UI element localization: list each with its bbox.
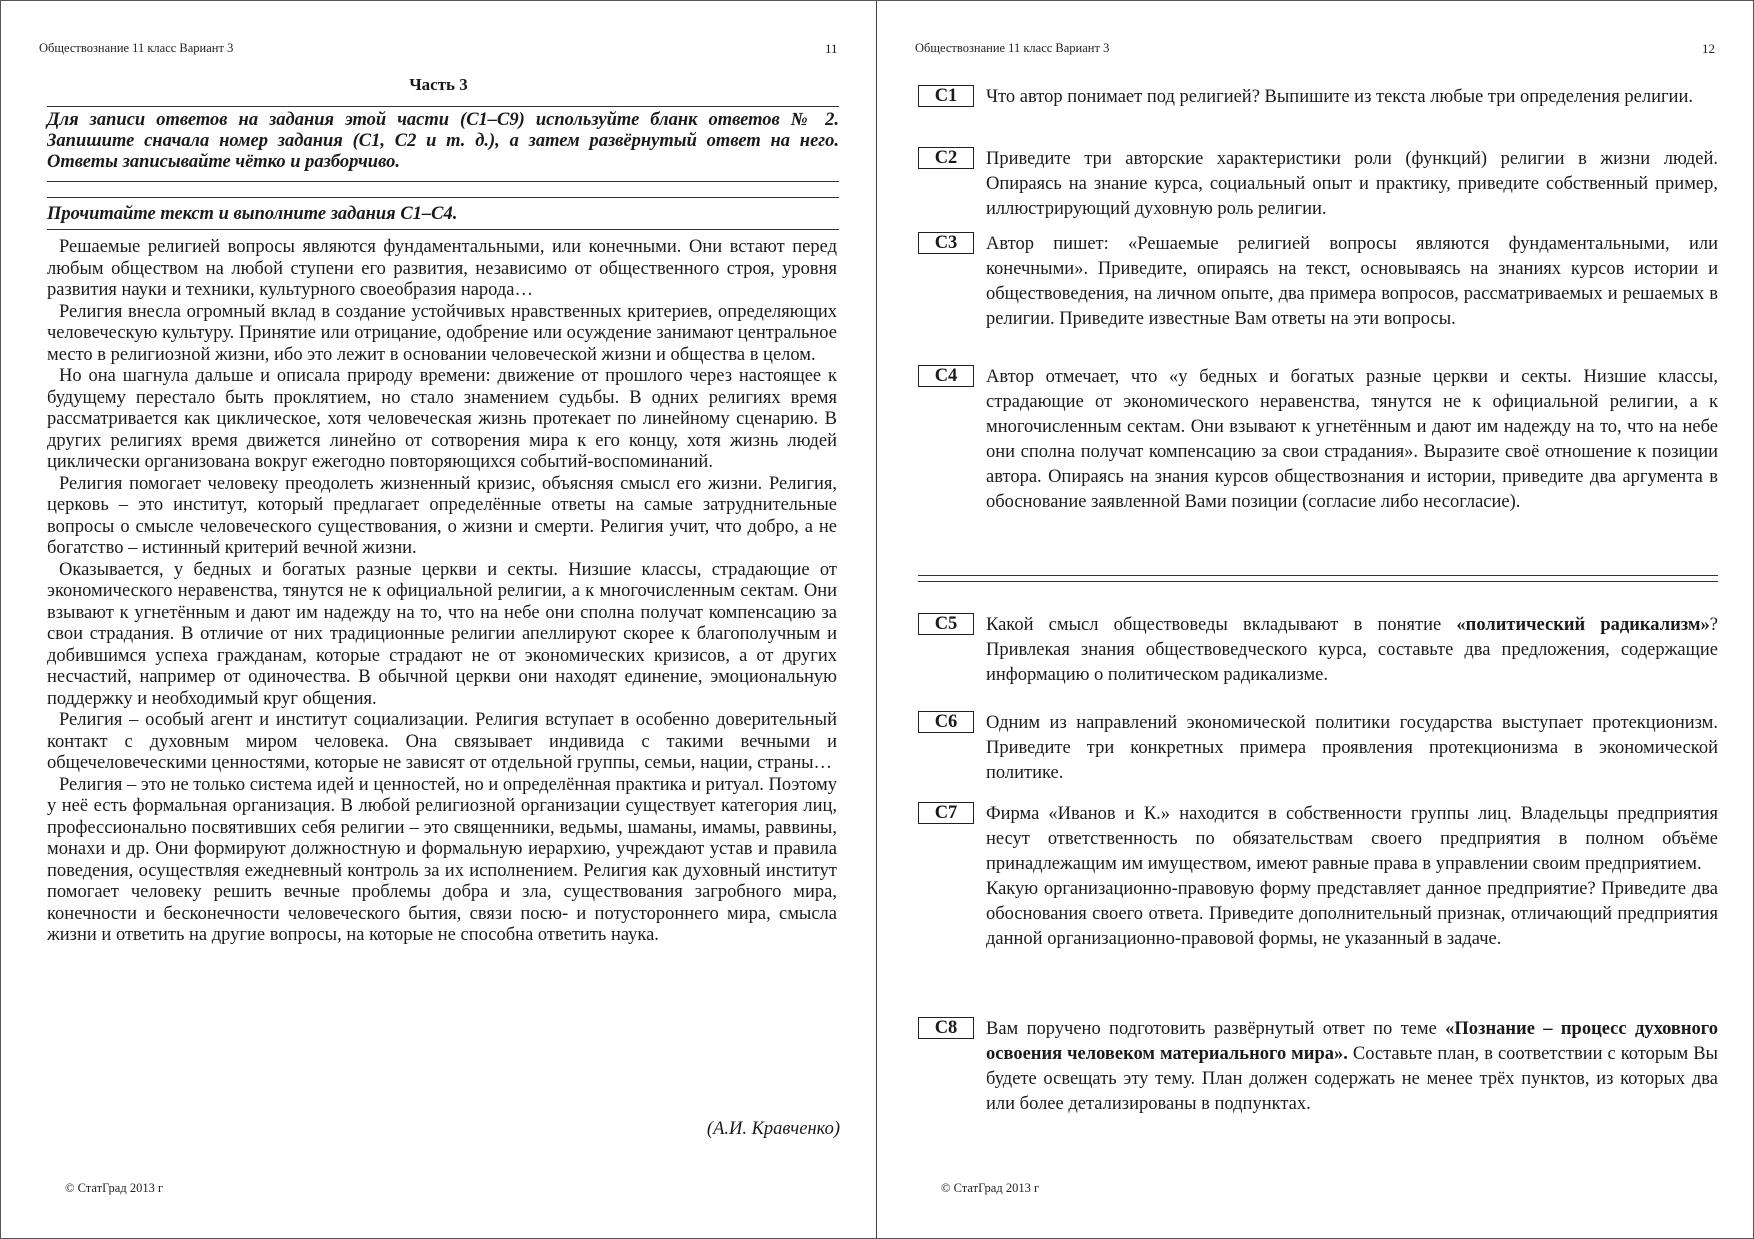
task-label: C4 — [918, 365, 974, 387]
task-c6 — [918, 711, 1718, 786]
running-head-right: Обществознание 11 класс Вариант 3 — [915, 41, 1110, 55]
task-label: C7 — [918, 802, 974, 824]
task-text — [986, 613, 1718, 688]
task-text-before: Вам поручено подготовить развёрнутый ответ по теме — [986, 1019, 1446, 1039]
footer-right: © СтатГрад 2013 г — [941, 1181, 1040, 1195]
task-text: Фирма «Иванов и К.» находится в собственности группы лиц. Владельцы предприятия несут ответственность по обязательствам своего предприятия в полном объёме принадлежащим им имуществом, имеют равные права в управлении своим предприятием. — [986, 804, 1718, 874]
rule-middle-2 — [47, 197, 839, 198]
task-label: C3 — [918, 232, 974, 254]
rule-middle — [47, 181, 839, 182]
task-label: C6 — [918, 711, 974, 733]
paragraph: Но она шагнула дальше и описала природу времени: движение от прошлого через настоящее к будущему перестало быть проклятием, но стало знамением судьбы. В одних религиях время рассматривается как циклическое, хотя человеческая жизнь протекает по линейному сценарию. В других религиях время движется линейно от сотворения мира к его концу, хотя жизнь людей циклически организована вокруг ежегодно повторяющихся событий-воспоминаний. — [47, 366, 837, 472]
task-c8 — [918, 1017, 1718, 1117]
left-page — [1, 1, 877, 1238]
task-text: Автор отмечает, что «у бедных и богатых разные церкви и секты. Низшие классы, страдающие от экономического неравенства, тянутся не к официальной религии, а к многочисленным сектам. Они взывают к угнетённым и дают им надежду на то, что на небе они сполна получат компенсацию за свои страдания». Выразите своё отношение к позиции автора. Опираясь на знания курсов обществознания и истории, приведите два аргумента в обоснование заявленной Вами позиции (согласие либо несогласие). — [986, 367, 1718, 512]
rule-top — [47, 106, 839, 107]
read-instruction: Прочитайте текст и выполните задания С1–С4. — [47, 204, 458, 224]
paragraph: Религия – это не только система идей и ценностей, но и определённая практика и ритуал. Поэтому у неё есть формальная организация. В любой религиозной организации существует категория лиц, профессионально посвятивших себя религии – это священники, ведьмы, шаманы, имамы, раввины, монахи и др. Они формируют должностную и формальную иерархию, учреждают устав и правила поведения, осуществляя ежедневный контроль за их исполнением. Религия как духовный институт помогает человеку решить вечные проблемы добра и зла, существования загробного мира, конечности и бесконечности человеческого бытия, связи посю- и потустороннего мира, смысла жизни и ответить на другие вопросы, на которые не способна ответить наука. — [47, 774, 837, 945]
main-text — [47, 237, 837, 947]
rule-bottom — [47, 229, 839, 230]
part-title: Часть 3 — [409, 75, 468, 94]
task-label: C1 — [918, 85, 974, 107]
task-c4 — [918, 365, 1718, 515]
task-text: Автор пишет: «Решаемые религией вопросы являются фундаментальными, или конечными». Приведите, опираясь на текст, основываясь на знаниях курсов истории и обществоведения, на личном опыте, два примера вопросов, рассматриваемых и решаемых в религии. Приведите известные Вам ответы на эти вопросы. — [986, 234, 1718, 329]
paragraph: Решаемые религией вопросы являются фундаментальными, или конечными. Они встают перед любым обществом на любой ступени его развития, независимо от общественного строя, уровня развития науки и техники, культурного своеобразия народа… — [47, 237, 837, 300]
task-text-after: Составьте план, в соответствии с которым Вы будете освещать эту тему. План должен содержать не менее трёх пунктов, из которых два или более детализированы в подпунктах. — [986, 1044, 1718, 1114]
task-label: C5 — [918, 613, 974, 635]
page-number-left: 11 — [825, 41, 838, 56]
task-text: Приведите три авторские характеристики роли (функций) религии в жизни людей. Опираясь на знание курса, социальный опыт и практику, приведите собственный пример, иллюстрирующий духовную роль религии. — [986, 149, 1718, 219]
task-c2 — [918, 147, 1718, 222]
paragraph: Религия помогает человеку преодолеть жизненный кризис, объясняя смысл его жизни. Религия, церковь – это институт, который предлагает определённые ответы на самые затруднительные вопросы о смысле человеческого существования, о жизни и смерти. Религия учит, что добро, а не богатство – истинный критерий вечной жизни. — [47, 473, 837, 558]
paragraph: Религия – особый агент и институт социализации. Религия вступает в особенно доверительный контакт с духовным миром человека. Она связывает индивида с такими вечными и общечеловеческими ценностями, которые не зависят от отдельной группы, семьи, нации, страны… — [47, 710, 837, 773]
page-number-right: 12 — [1702, 41, 1715, 56]
author-attribution: (А.И. Кравченко) — [706, 1119, 840, 1139]
running-head-left: Обществознание 11 класс Вариант 3 — [39, 41, 234, 55]
section-divider — [918, 575, 1718, 576]
right-page — [878, 1, 1754, 1238]
task-text-2: Какую организационно-правовую форму представляет данное предприятие? Приведите два обоснования своего ответа. Приведите дополнительный признак, отличающий предприятия данной организационно-правовой формы, не указанный в задаче. — [986, 879, 1718, 949]
task-text: Что автор понимает под религией? Выпишите из текста любые три определения религии. — [986, 87, 1693, 107]
task-text-bold: «политический радикализм» — [1456, 615, 1710, 635]
paragraph: Религия внесла огромный вклад в создание устойчивых нравственных критериев, определяющих человеческую культуру. Принятие или отрицание, одобрение или осуждение занимают центральное место в религиозной жизни, ибо это лежит в основании человеческой жизни и общества в целом. — [47, 301, 837, 365]
task-c3 — [918, 232, 1718, 332]
task-label: C2 — [918, 147, 974, 169]
task-c1 — [918, 85, 1718, 110]
instructions: Для записи ответов на задания этой части (С1–С9) используйте бланк ответов № 2. Запишите сначала номер задания (С1, С2 и т. д.), а затем развёрнутый ответ на него. Ответы записывайте чётко и разборчиво. — [47, 110, 839, 172]
section-divider-2 — [918, 581, 1718, 582]
task-text-bold: «Познание – процесс духовного освоения человеком материального мира». — [986, 1019, 1718, 1064]
task-c5 — [918, 613, 1718, 688]
task-text-before: Какой смысл обществоведы вкладывают в понятие — [986, 615, 1457, 635]
paragraph: Оказывается, у бедных и богатых разные церкви и секты. Низшие классы, страдающие от экономического неравенства, тянутся не к официальной религии, а к многочисленным сектам. Они взывают к угнетённым и дают им надежду на то, что на небе они сполна получат компенсацию за свои страдания. В отличие от них традиционные религии апеллируют скорее к благополучным и добившимся успеха гражданам, которые страдают не от экономических кризисов, а от других несчастий, например от одиночества. В обычной церкви они находят единение, эмоциональную поддержку и необходимый круг общения. — [47, 559, 837, 709]
task-text — [986, 1017, 1718, 1117]
footer-left: © СтатГрад 2013 г — [65, 1181, 164, 1195]
task-text-after: ? Привлекая знания обществоведческого курса, составьте два предложения, содержащие информацию о политическом радикализме. — [986, 615, 1718, 685]
task-label: C8 — [918, 1017, 974, 1039]
task-text: Одним из направлений экономической политики государства выступает протекционизм. Приведите три конкретных примера проявления протекционизма в экономической политике. — [986, 713, 1718, 783]
task-c7 — [918, 802, 1718, 952]
